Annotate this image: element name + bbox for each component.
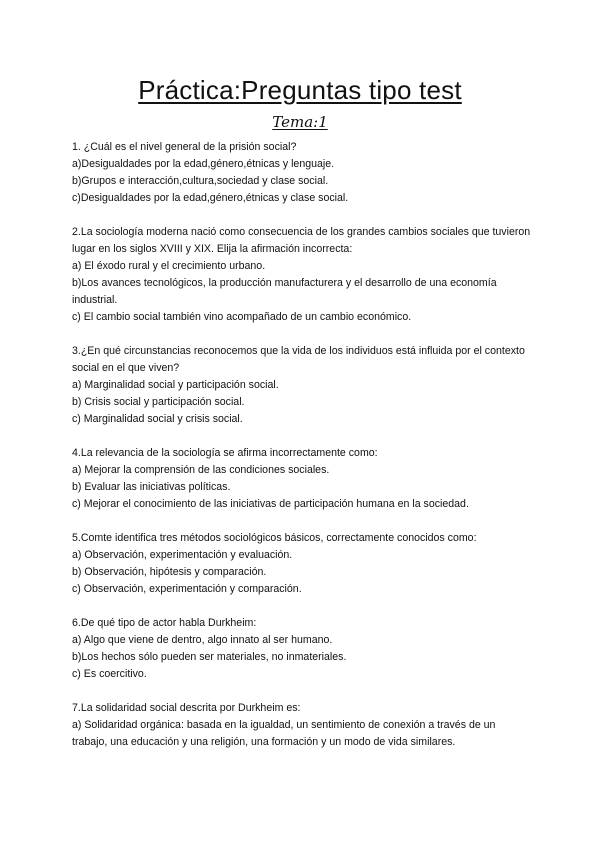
question-1 <box>72 139 532 207</box>
question-text: 6.De qué tipo de actor habla Durkheim: <box>72 617 257 629</box>
answer-option: a) Solidaridad orgánica: basada en la igualdad, un sentimiento de conexión a través de un trabajo, una educación y una religión, una formación y un modo de vida similares. <box>72 719 496 748</box>
answer-option: a)Desigualdades por la edad,género,étnicas y lenguaje. <box>72 158 335 170</box>
answer-option: a) El éxodo rural y el crecimiento urbano. <box>72 260 266 272</box>
question-text: 5.Comte identifica tres métodos sociológicos básicos, correctamente conocidos como: <box>72 532 477 544</box>
answer-option: c) El cambio social también vino acompañado de un cambio económico. <box>72 311 412 323</box>
question-5 <box>72 530 532 598</box>
answer-option: b) Crisis social y participación social. <box>72 396 245 408</box>
answer-option: b)Los hechos sólo pueden ser materiales, no inmateriales. <box>72 651 347 663</box>
question-text: 3.¿En qué circunstancias reconocemos que la vida de los individuos está influida por el contexto social en el que viven? <box>72 345 525 374</box>
question-6 <box>72 615 532 683</box>
answer-option: c) Marginalidad social y crisis social. <box>72 413 243 425</box>
question-2 <box>72 224 532 326</box>
answer-option: b) Observación, hipótesis y comparación. <box>72 566 267 578</box>
answer-option: b) Evaluar las iniciativas políticas. <box>72 481 231 493</box>
answer-option: c)Desigualdades por la edad,género,étnicas y clase social. <box>72 192 349 204</box>
question-text: 2.La sociología moderna nació como consecuencia de los grandes cambios sociales que tuvieron lugar en los siglos XVIII y XIX. Elija la afirmación incorrecta: <box>72 226 531 255</box>
answer-option: b)Grupos e interacción,cultura,sociedad y clase social. <box>72 175 329 187</box>
question-3 <box>72 343 532 428</box>
answer-option: a) Mejorar la comprensión de las condiciones sociales. <box>72 464 330 476</box>
question-7 <box>72 700 532 751</box>
answer-option: c) Observación, experimentación y comparación. <box>72 583 302 595</box>
question-4 <box>72 445 532 513</box>
question-text: 7.La solidaridad social descrita por Durkheim es: <box>72 702 301 714</box>
question-list <box>72 139 532 768</box>
answer-option: a) Algo que viene de dentro, algo innato al ser humano. <box>72 634 333 646</box>
answer-option: a) Marginalidad social y participación social. <box>72 379 279 391</box>
question-text: 4.La relevancia de la sociología se afirma incorrectamente como: <box>72 447 378 459</box>
answer-option: b)Los avances tecnológicos, la producción manufacturera y el desarrollo de una economía industrial. <box>72 277 497 306</box>
answer-option: c) Mejorar el conocimiento de las iniciativas de participación humana en la sociedad. <box>72 498 469 510</box>
answer-option: a) Observación, experimentación y evaluación. <box>72 549 293 561</box>
page-subtitle: Tema:1 <box>272 113 328 131</box>
answer-option: c) Es coercitivo. <box>72 668 147 680</box>
page-title: Práctica:Preguntas tipo test <box>138 75 462 105</box>
question-text: 1. ¿Cuál es el nivel general de la prisión social? <box>72 141 297 153</box>
